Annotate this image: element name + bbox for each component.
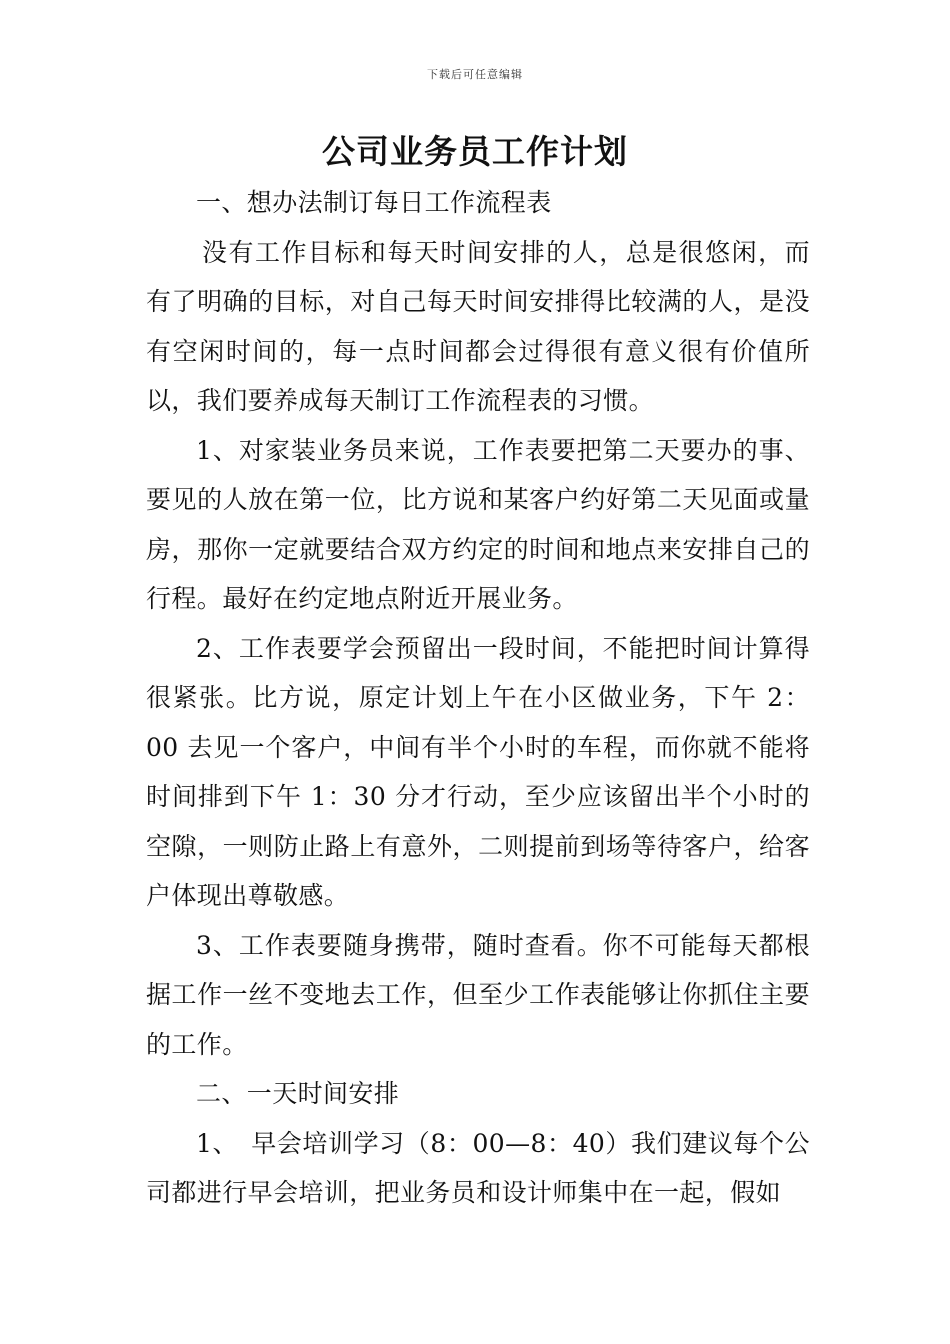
- page-title: 公司业务员工作计划: [322, 132, 628, 171]
- paragraph-item-2: 2、工作表要学会预留出一段时间，不能把时间计算得很紧张。比方说，原定计划上午在小区做业务，下午 2：00 去见一个客户，中间有半个小时的车程，而你就不能将时间排到下午 1：30 分才行动，至少应该留出半个小时的空隙，一则防止路上有意外，二则提前到场等待客户，给客户体现出尊敬感。: [146, 633, 810, 910]
- paragraph-intro: 没有工作目标和每天时间安排的人，总是很悠闲，而有了明确的目标，对自己每天时间安排得比较满的人，是没有空闲时间的，每一点时间都会过得很有意义很有价值所以，我们要养成每天制订工作流程表的习惯。: [146, 237, 810, 415]
- section-heading-1: 一、想办法制订每日工作流程表: [196, 188, 552, 217]
- header-note: 下载后可任意编辑: [427, 68, 523, 81]
- section-heading-2: 二、一天时间安排: [196, 1079, 400, 1108]
- document-body: [146, 178, 810, 1218]
- paragraph-item-1: 1、对家装业务员来说，工作表要把第二天要办的事、要见的人放在第一位，比方说和某客户约好第二天见面或量房，那你一定就要结合双方约定的时间和地点来安排自己的行程。最好在约定地点附近开展业务。: [146, 435, 810, 613]
- paragraph-item-3: 3、工作表要随身携带，随时查看。你不可能每天都根据工作一丝不变地去工作，但至少工作表能够让你抓住主要的工作。: [146, 930, 810, 1059]
- paragraph-schedule-1: 1、 早会培训学习（8：00—8：40）我们建议每个公司都进行早会培训，把业务员和设计师集中在一起，假如: [146, 1128, 810, 1207]
